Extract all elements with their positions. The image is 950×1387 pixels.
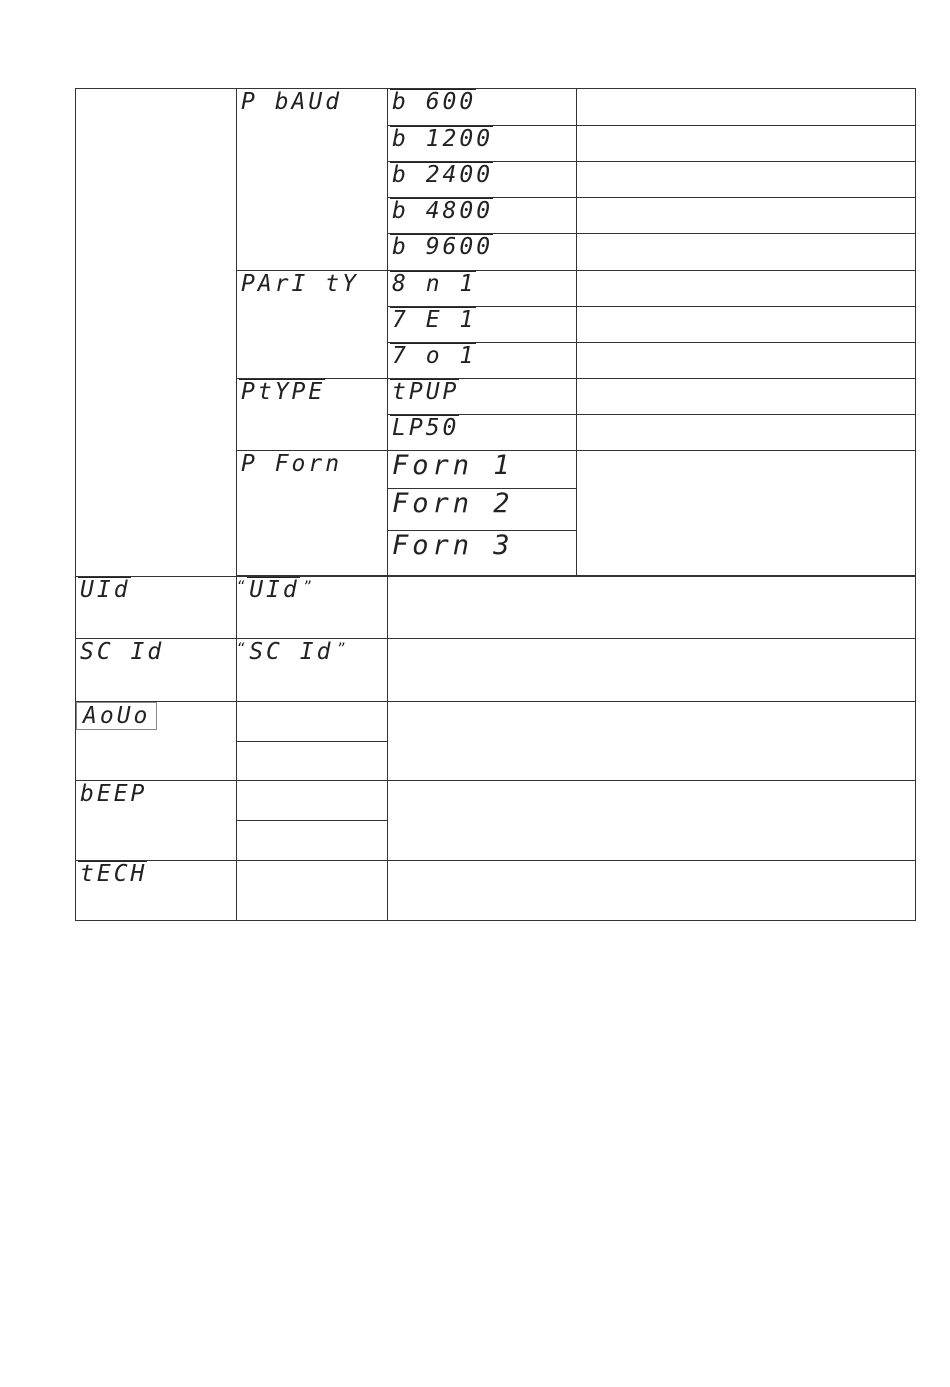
- description-cell: [388, 781, 916, 861]
- description-cell: [577, 234, 916, 271]
- param-pform-label: P Forn: [241, 451, 343, 477]
- option-pform-3: [388, 531, 577, 576]
- quote-open: “: [237, 577, 246, 596]
- param-cell-empty: [237, 821, 388, 861]
- description-cell: [388, 702, 916, 781]
- description-cell: [577, 379, 916, 415]
- description-cell: [577, 89, 916, 126]
- option-label: Forn 3: [392, 530, 514, 561]
- description-cell: [577, 451, 916, 576]
- menu-tech-label: tECH: [76, 861, 151, 887]
- description-cell: [388, 861, 916, 921]
- option-pform-2: [388, 489, 577, 531]
- param-cell-empty: [237, 702, 388, 742]
- description-cell: [577, 415, 916, 451]
- option-label: b 1200: [388, 126, 497, 152]
- param-parity-label: PArI tY: [241, 271, 359, 297]
- option-baud-4800: [388, 198, 577, 234]
- param-cell-empty: [237, 781, 388, 821]
- option-parity-8n1: [388, 271, 577, 307]
- option-label: b 2400: [388, 162, 497, 188]
- option-baud-2400: [388, 162, 577, 198]
- quote-open: “: [237, 639, 246, 658]
- quote-close: ”: [303, 577, 312, 596]
- option-label: LP50: [388, 415, 463, 441]
- menu-tech: [76, 861, 237, 921]
- option-parity-7o1: [388, 343, 577, 379]
- description-cell: [577, 307, 916, 343]
- description-cell: [577, 198, 916, 234]
- option-pform-1: [388, 451, 577, 489]
- option-baud-1200: [388, 126, 577, 162]
- option-label: Forn 2: [392, 488, 514, 519]
- option-parity-7e1: [388, 307, 577, 343]
- param-cell-empty: [237, 742, 388, 781]
- menu-uid: [76, 577, 237, 639]
- menu-beep: [76, 781, 237, 861]
- menu-uid-label: UId: [76, 577, 135, 603]
- description-cell: [388, 577, 916, 639]
- quote-close: ”: [337, 639, 346, 658]
- table-row: [76, 89, 916, 126]
- table-row: [76, 577, 916, 639]
- menu-beep-label: bEEP: [80, 781, 148, 807]
- settings-menu-table: [75, 88, 916, 921]
- description-cell: [388, 639, 916, 702]
- menu-aouo: [76, 702, 237, 781]
- option-ptype-tpup: [388, 379, 577, 415]
- menu-scid-label: SC Id: [80, 639, 165, 665]
- option-baud-600: [388, 89, 577, 126]
- param-scid-label: SC Id: [249, 639, 334, 665]
- param-pform: [237, 451, 388, 576]
- option-label: Forn 1: [392, 450, 514, 481]
- option-baud-9600: [388, 234, 577, 271]
- table-row: [76, 781, 916, 821]
- option-label: b 600: [388, 89, 480, 115]
- menu-scid: [76, 639, 237, 702]
- param-parity: [237, 271, 388, 379]
- option-label: b 4800: [388, 198, 497, 224]
- option-ptype-lp50: [388, 415, 577, 451]
- description-cell: [577, 162, 916, 198]
- param-ptype-label: PtYPE: [237, 379, 329, 405]
- menu-aouo-label: AoUo: [76, 702, 157, 730]
- description-cell: [577, 271, 916, 307]
- param-uid: [237, 577, 388, 639]
- option-label: 7 E 1: [388, 307, 480, 333]
- param-cell-empty: [237, 861, 388, 921]
- table-row: [76, 639, 916, 702]
- option-label: b 9600: [388, 234, 497, 260]
- option-label: tPUP: [388, 379, 463, 405]
- option-label: 7 o 1: [388, 343, 480, 369]
- option-label: 8 n 1: [388, 271, 480, 297]
- table-row: [76, 861, 916, 921]
- param-uid-label: UId: [245, 577, 304, 603]
- description-cell: [577, 126, 916, 162]
- group-cell-empty: [76, 89, 237, 577]
- table-row: [76, 702, 916, 742]
- param-ptype: [237, 379, 388, 451]
- param-baud: [237, 89, 388, 271]
- param-baud-label: P bAUd: [241, 89, 343, 115]
- param-scid: [237, 639, 388, 702]
- description-cell: [577, 343, 916, 379]
